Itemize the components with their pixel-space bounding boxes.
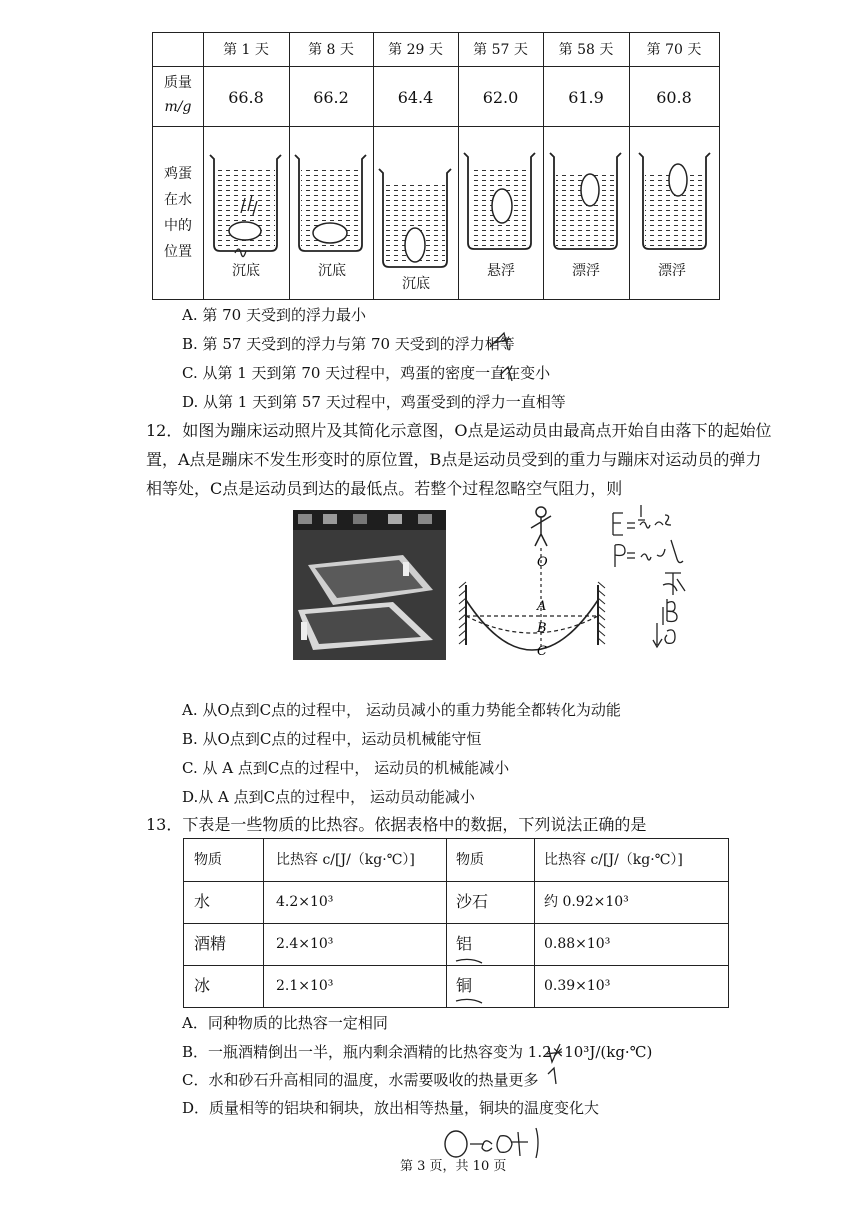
table-cell: 2.4×10³ <box>276 936 334 952</box>
egg-state: 悬浮 <box>487 263 515 279</box>
egg-state: 漂浮 <box>658 263 686 279</box>
handwritten-notes <box>605 495 715 655</box>
table-cell: 铝 <box>456 934 473 953</box>
mass-value: 60.8 <box>656 88 692 107</box>
mass-value: 66.2 <box>313 88 349 107</box>
q12-stem-line: 相等处，C点是运动员到达的最低点。若整个过程忽略空气阻力，则 <box>146 479 623 498</box>
q11-option-a: A. 第 70 天受到的浮力最小 <box>182 306 366 324</box>
handwritten-underlines <box>446 923 536 1007</box>
mass-value: 62.0 <box>482 88 519 107</box>
table-cell: 0.88×10³ <box>544 936 611 952</box>
egg-icon <box>492 189 512 223</box>
egg-state: 沉底 <box>402 276 430 292</box>
day-header: 第 57 天 <box>473 42 528 58</box>
beaker-day58 <box>550 153 621 249</box>
q12-option-a: A. 从O点到C点的过程中， 运动员减小的重力势能全都转化为动能 <box>182 701 621 719</box>
egg-icon <box>669 164 687 196</box>
egg-icon <box>229 222 261 240</box>
label-a: A <box>537 599 547 614</box>
table-cell: 铜 <box>456 976 473 995</box>
egg-icon <box>581 174 599 206</box>
specific-heat-table <box>183 838 729 1008</box>
table-cell: 酒精 <box>194 934 227 953</box>
q13-option-d: D．质量相等的铝块和铜块，放出相等热量，铜块的温度变化大 <box>182 1099 600 1117</box>
handwritten-check-marks-2 <box>540 1040 580 1090</box>
mass-value: 61.9 <box>568 88 604 107</box>
beaker-day57 <box>464 153 535 249</box>
label-c: C <box>537 644 547 659</box>
egg-icon <box>405 228 425 262</box>
q12-stem-line: 置，A点是蹦床不发生形变时的原位置，B点是运动员受到的重力与蹦床对运动员的弹力 <box>146 450 762 469</box>
table-header: 比热容 c/[J/（kg·℃）] <box>276 852 415 868</box>
q11-option-d: D. 从第 1 天到第 57 天过程中，鸡蛋受到的浮力一直相等 <box>182 393 566 411</box>
trampoline-photo <box>293 510 446 660</box>
q11-option-b: B. 第 57 天受到的浮力与第 70 天受到的浮力相等 <box>182 335 515 353</box>
table-header: 比热容 c/[J/（kg·℃）] <box>544 852 683 868</box>
table-cell: 0.39×10³ <box>544 978 611 994</box>
day-header: 第 1 天 <box>223 42 269 58</box>
egg-state: 沉底 <box>232 263 260 279</box>
beaker-day1 <box>210 155 281 257</box>
label-o: O <box>537 555 548 570</box>
day-header: 第 70 天 <box>646 42 702 58</box>
table-header: 物质 <box>194 852 222 868</box>
mass-value: 66.8 <box>228 88 264 107</box>
egg-state: 漂浮 <box>572 263 600 279</box>
q12-option-c: C. 从 A 点到C点的过程中， 运动员的机械能减小 <box>182 759 510 777</box>
q12-stem-line: 12．如图为蹦床运动照片及其简化示意图，O点是运动员由最高点开始自由落下的起始位 <box>146 421 772 440</box>
page-footer: 第 3 页，共 10 页 <box>400 1159 507 1174</box>
table-cell: 约 0.92×10³ <box>544 894 629 910</box>
mass-row-label: 质量 m/g <box>164 75 192 115</box>
egg-state: 沉底 <box>318 263 346 279</box>
table-cell: 沙石 <box>456 892 489 911</box>
day-header: 第 8 天 <box>308 42 354 58</box>
beaker-drawings <box>153 33 719 299</box>
table-cell: 4.2×10³ <box>276 894 334 910</box>
trampoline-schematic <box>456 500 616 665</box>
day-header: 第 29 天 <box>388 42 443 58</box>
position-row-label: 鸡蛋 在水 中的 位置 <box>164 166 192 260</box>
q11-option-c: C. 从第 1 天到第 70 天过程中，鸡蛋的密度一直在变小 <box>182 364 551 382</box>
label-b: B <box>537 621 547 636</box>
q12-option-b: B. 从O点到C点的过程中，运动员机械能守恒 <box>182 730 482 748</box>
table-cell: 2.1×10³ <box>276 978 334 994</box>
q13-stem: 13．下表是一些物质的比热容。依据表格中的数据，下列说法正确的是 <box>146 815 647 834</box>
q13-option-a: A．同种物质的比热容一定相同 <box>182 1014 388 1032</box>
q13-option-b: B．一瓶酒精倒出一半，瓶内剩余酒精的比热容变为 1.2×10³J/(kg·℃) <box>182 1043 653 1061</box>
q12-option-d: D.从 A 点到C点的过程中， 运动员动能减小 <box>182 788 475 806</box>
egg-float-table <box>152 32 720 300</box>
handwritten-check-marks <box>470 325 550 385</box>
table-header: 物质 <box>456 852 484 868</box>
beaker-day29 <box>379 169 451 267</box>
day-header: 第 58 天 <box>558 42 614 58</box>
egg-icon <box>313 223 347 243</box>
table-cell: 水 <box>194 892 211 911</box>
mass-value: 64.4 <box>397 88 434 107</box>
beaker-day8 <box>295 155 366 251</box>
table-cell: 冰 <box>194 976 211 995</box>
beaker-day70 <box>639 153 710 249</box>
q13-option-c: C．水和砂石升高相同的温度，水需要吸收的热量更多 <box>182 1071 539 1089</box>
